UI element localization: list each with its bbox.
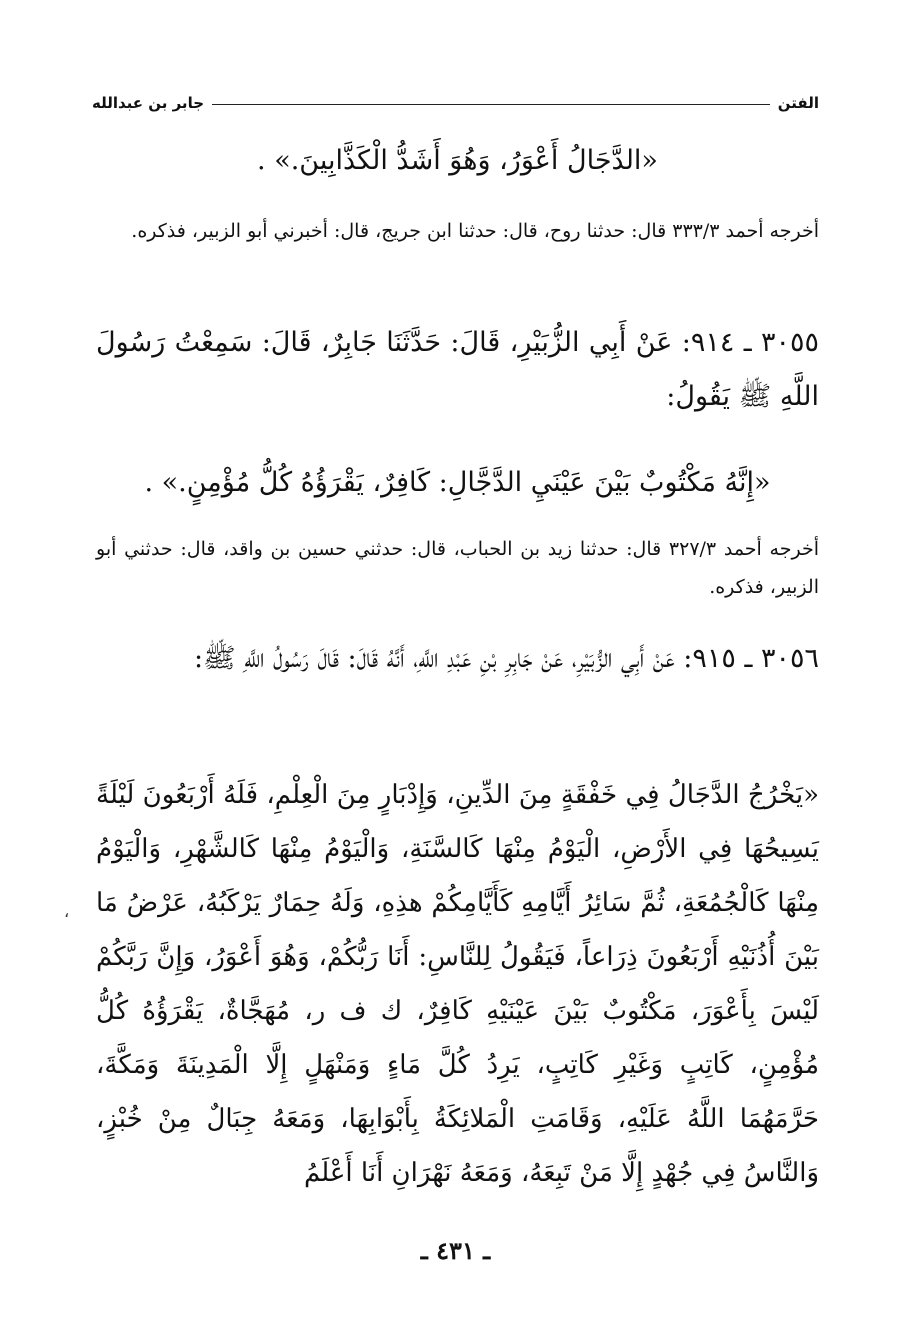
- chapter-title: الفتن: [777, 94, 819, 112]
- hadith-3056-text: «يَخْرُجُ الدَّجَالُ فِي خَفْقَةٍ مِنَ الدِّينِ، وَإِدْبَارٍ مِنَ الْعِلْمِ، فَلَهُ أَرْبَعُونَ لَيْلَةً يَسِيحُهَا فِي الأَرْضِ، الْيَوْمُ مِنْهَا كَالسَّنَةِ، وَالْيَوْمُ مِنْهَا كَالشَّهْرِ، وَالْيَوْمُ مِنْهَا كَالْجُمُعَةِ، ثُمَّ سَائِرُ أَيَّامِهِ كَأَيَّامِكُمْ هذِهِ، وَلَهُ حِمَارٌ يَرْكَبُهُ، عَرْضُ مَا بَيْنَ أُذُنَيْهِ أَرْبَعُونَ ذِرَاعاً، فَيَقُولُ لِلنَّاسِ: أَنَا رَبُّكُمْ، وَهُوَ أَعْوَرُ، وَإِنَّ رَبَّكُمْ لَيْسَ بِأَعْوَرَ، مَكْتُوبٌ بَيْنَ عَيْنَيْهِ كَافِرٌ، ك ف ر، مُهَجَّاةٌ، يَقْرَؤُهُ كُلُّ مُؤْمِنٍ، كَاتِبٍ وَغَيْرِ كَاتِبٍ، يَرِدُ كُلَّ مَاءٍ وَمَنْهَلٍ إِلَّا الْمَدِينَةَ وَمَكَّةَ، حَرَّمَهُمَا اللَّهُ عَلَيْهِ، وَقَامَتِ الْمَلائِكَةُ بِأَبْوَابِهَا، وَمَعَهُ جِبَالٌ مِنْ خُبْزٍ، وَالنَّاسُ فِي جُهْدٍ إِلَّا مَنْ تَبِعَهُ، وَمَعَهُ نَهْرَانِ أَنَا أَعْلَمُ: [96, 780, 819, 1188]
- header-rule: [212, 104, 770, 105]
- hadith-3055: ٣٠٥٥ ـ ٩١٤: عَنْ أَبِي الزُّبَيْرِ، قَالَ: حَدَّثَنَا جَابِرٌ، قَالَ: سَمِعْتُ رَسُولَ اللَّهِ ﷺ يَقُولُ:: [96, 327, 819, 412]
- running-header: [92, 84, 819, 112]
- page-number: ـ ٤٣١ ـ: [420, 1236, 491, 1265]
- hadith-3056: ٣٠٥٦ ـ ٩١٥: عَنْ أَبِي الزُّبَيْرِ، عَنْ جَابِرِ بْنِ عَبْدِ اللَّهِ، أَنَّهُ قَالَ: قَالَ رَسُولُ اللَّهِ ﷺ:: [193, 643, 819, 674]
- section-title: جابر بن عبدالله: [92, 94, 205, 112]
- margin-mark: ،: [64, 902, 70, 921]
- quote-dajjal-liar: «الدَّجَالُ أَعْوَرُ، وَهُوَ أَشَدُّ الْكَذَّابِينَ.» .: [257, 145, 658, 176]
- takhrij-ahmad-327: أخرجه أحمد ٣٢٧/٣ قال: حدثنا زيد بن الحباب، قال: حدثني حسين بن واقد، قال: حدثني أبو الزبير، فذكره.: [96, 538, 819, 598]
- takhrij-ahmad-333: أخرجه أحمد ٣٣٣/٣ قال: حدثنا روح، قال: حدثنا ابن جريج، قال: أخبرني أبو الزبير، فذكره.: [131, 220, 819, 242]
- quote-written-between-eyes: «إِنَّهُ مَكْتُوبٌ بَيْنَ عَيْنَيِ الدَّجَّالِ: كَافِرٌ، يَقْرَؤُهُ كُلُّ مُؤْمِنٍ.» .: [144, 467, 771, 498]
